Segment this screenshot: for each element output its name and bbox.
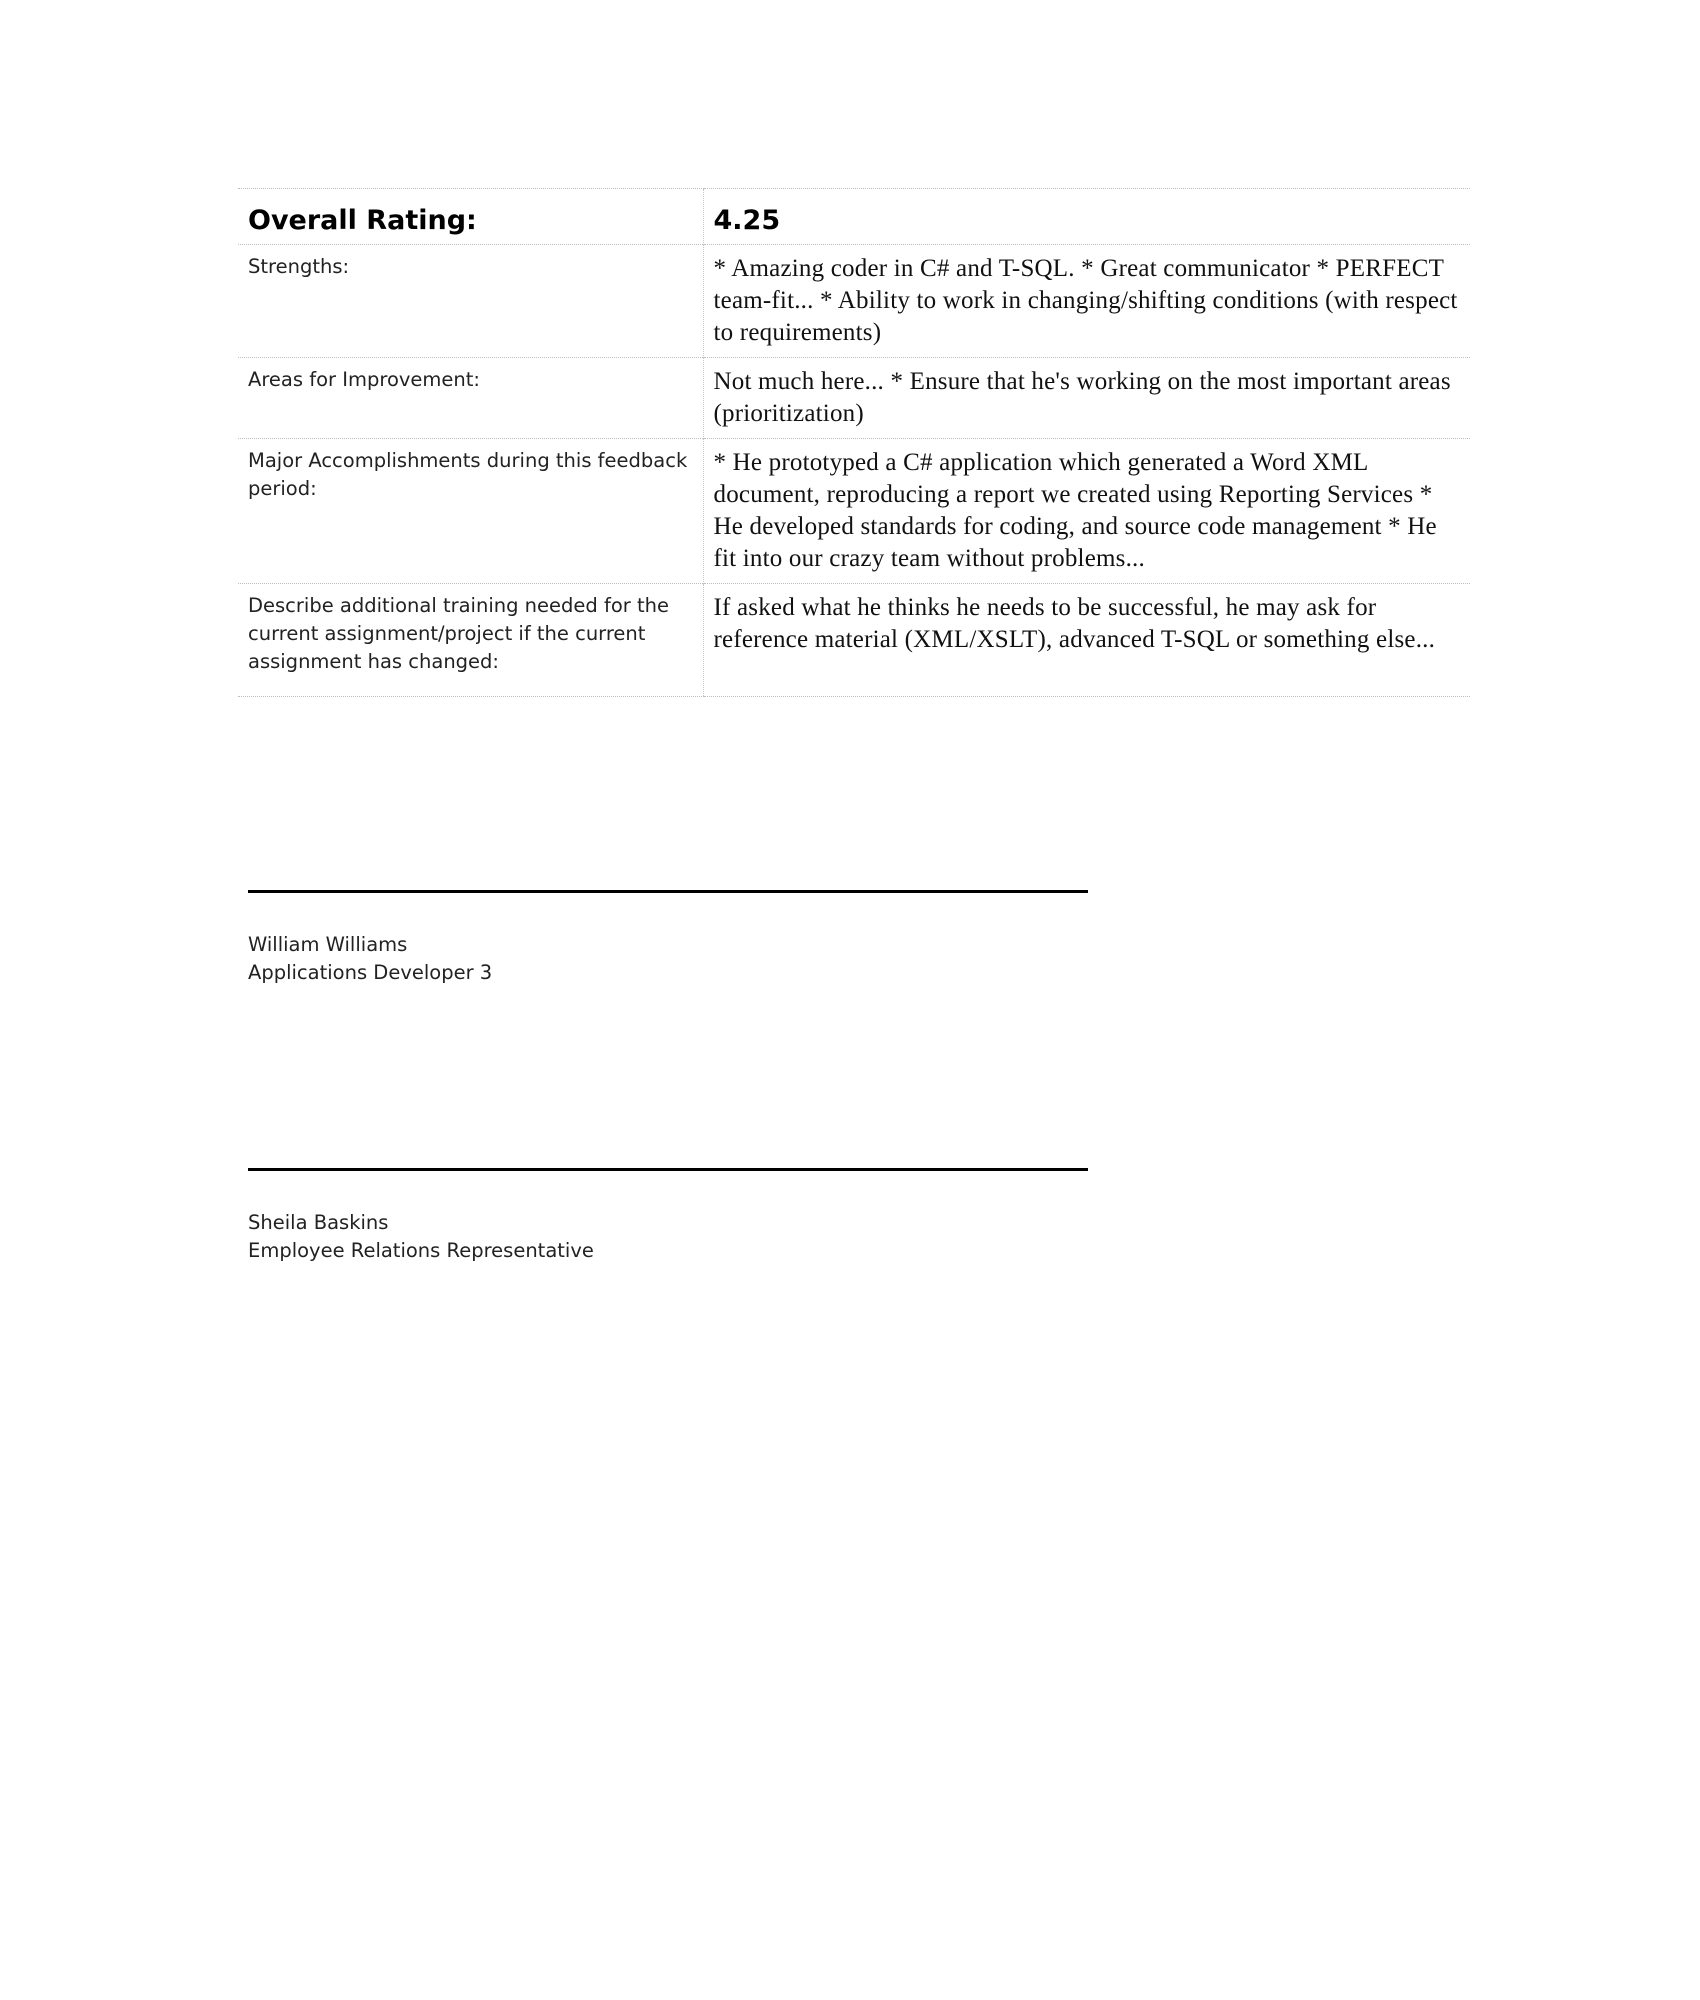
areas-for-improvement-label: Areas for Improvement:: [238, 358, 703, 439]
signer-name: William Williams: [248, 933, 408, 956]
signer-title: Applications Developer 3: [248, 961, 493, 984]
areas-for-improvement-row: [238, 358, 1470, 439]
overall-rating-row: [238, 189, 1470, 245]
feedback-table: [238, 188, 1470, 697]
additional-training-value: If asked what he thinks he needs to be successful, he may ask for reference material (XML/XSLT), advanced T-SQL or something else...: [703, 584, 1470, 697]
signature-block-employee-relations: [248, 1168, 1088, 1265]
additional-training-row: [238, 584, 1470, 697]
overall-rating-value: 4.25: [703, 189, 1470, 245]
signature-block-reviewer: [248, 890, 1088, 987]
overall-rating-label: Overall Rating:: [238, 189, 703, 245]
signer-name: Sheila Baskins: [248, 1211, 389, 1234]
signer-title: Employee Relations Representative: [248, 1239, 594, 1262]
areas-for-improvement-value: Not much here... * Ensure that he's working on the most important areas (prioritization): [703, 358, 1470, 439]
major-accomplishments-row: [238, 439, 1470, 584]
strengths-value: * Amazing coder in C# and T-SQL. * Great communicator * PERFECT team-fit... * Ability to work in changing/shifting conditions (with respect to requirements): [703, 245, 1470, 358]
strengths-row: [238, 245, 1470, 358]
strengths-label: Strengths:: [238, 245, 703, 358]
major-accomplishments-label: Major Accomplishments during this feedback period:: [238, 439, 703, 584]
additional-training-label: Describe additional training needed for the current assignment/project if the current assignment has changed:: [238, 584, 703, 697]
major-accomplishments-value: * He prototyped a C# application which generated a Word XML document, reproducing a report we created using Reporting Services * He developed standards for coding, and source code management * He fit into our crazy team without problems...: [703, 439, 1470, 584]
signature-line: [248, 890, 1088, 893]
signature-line: [248, 1168, 1088, 1171]
